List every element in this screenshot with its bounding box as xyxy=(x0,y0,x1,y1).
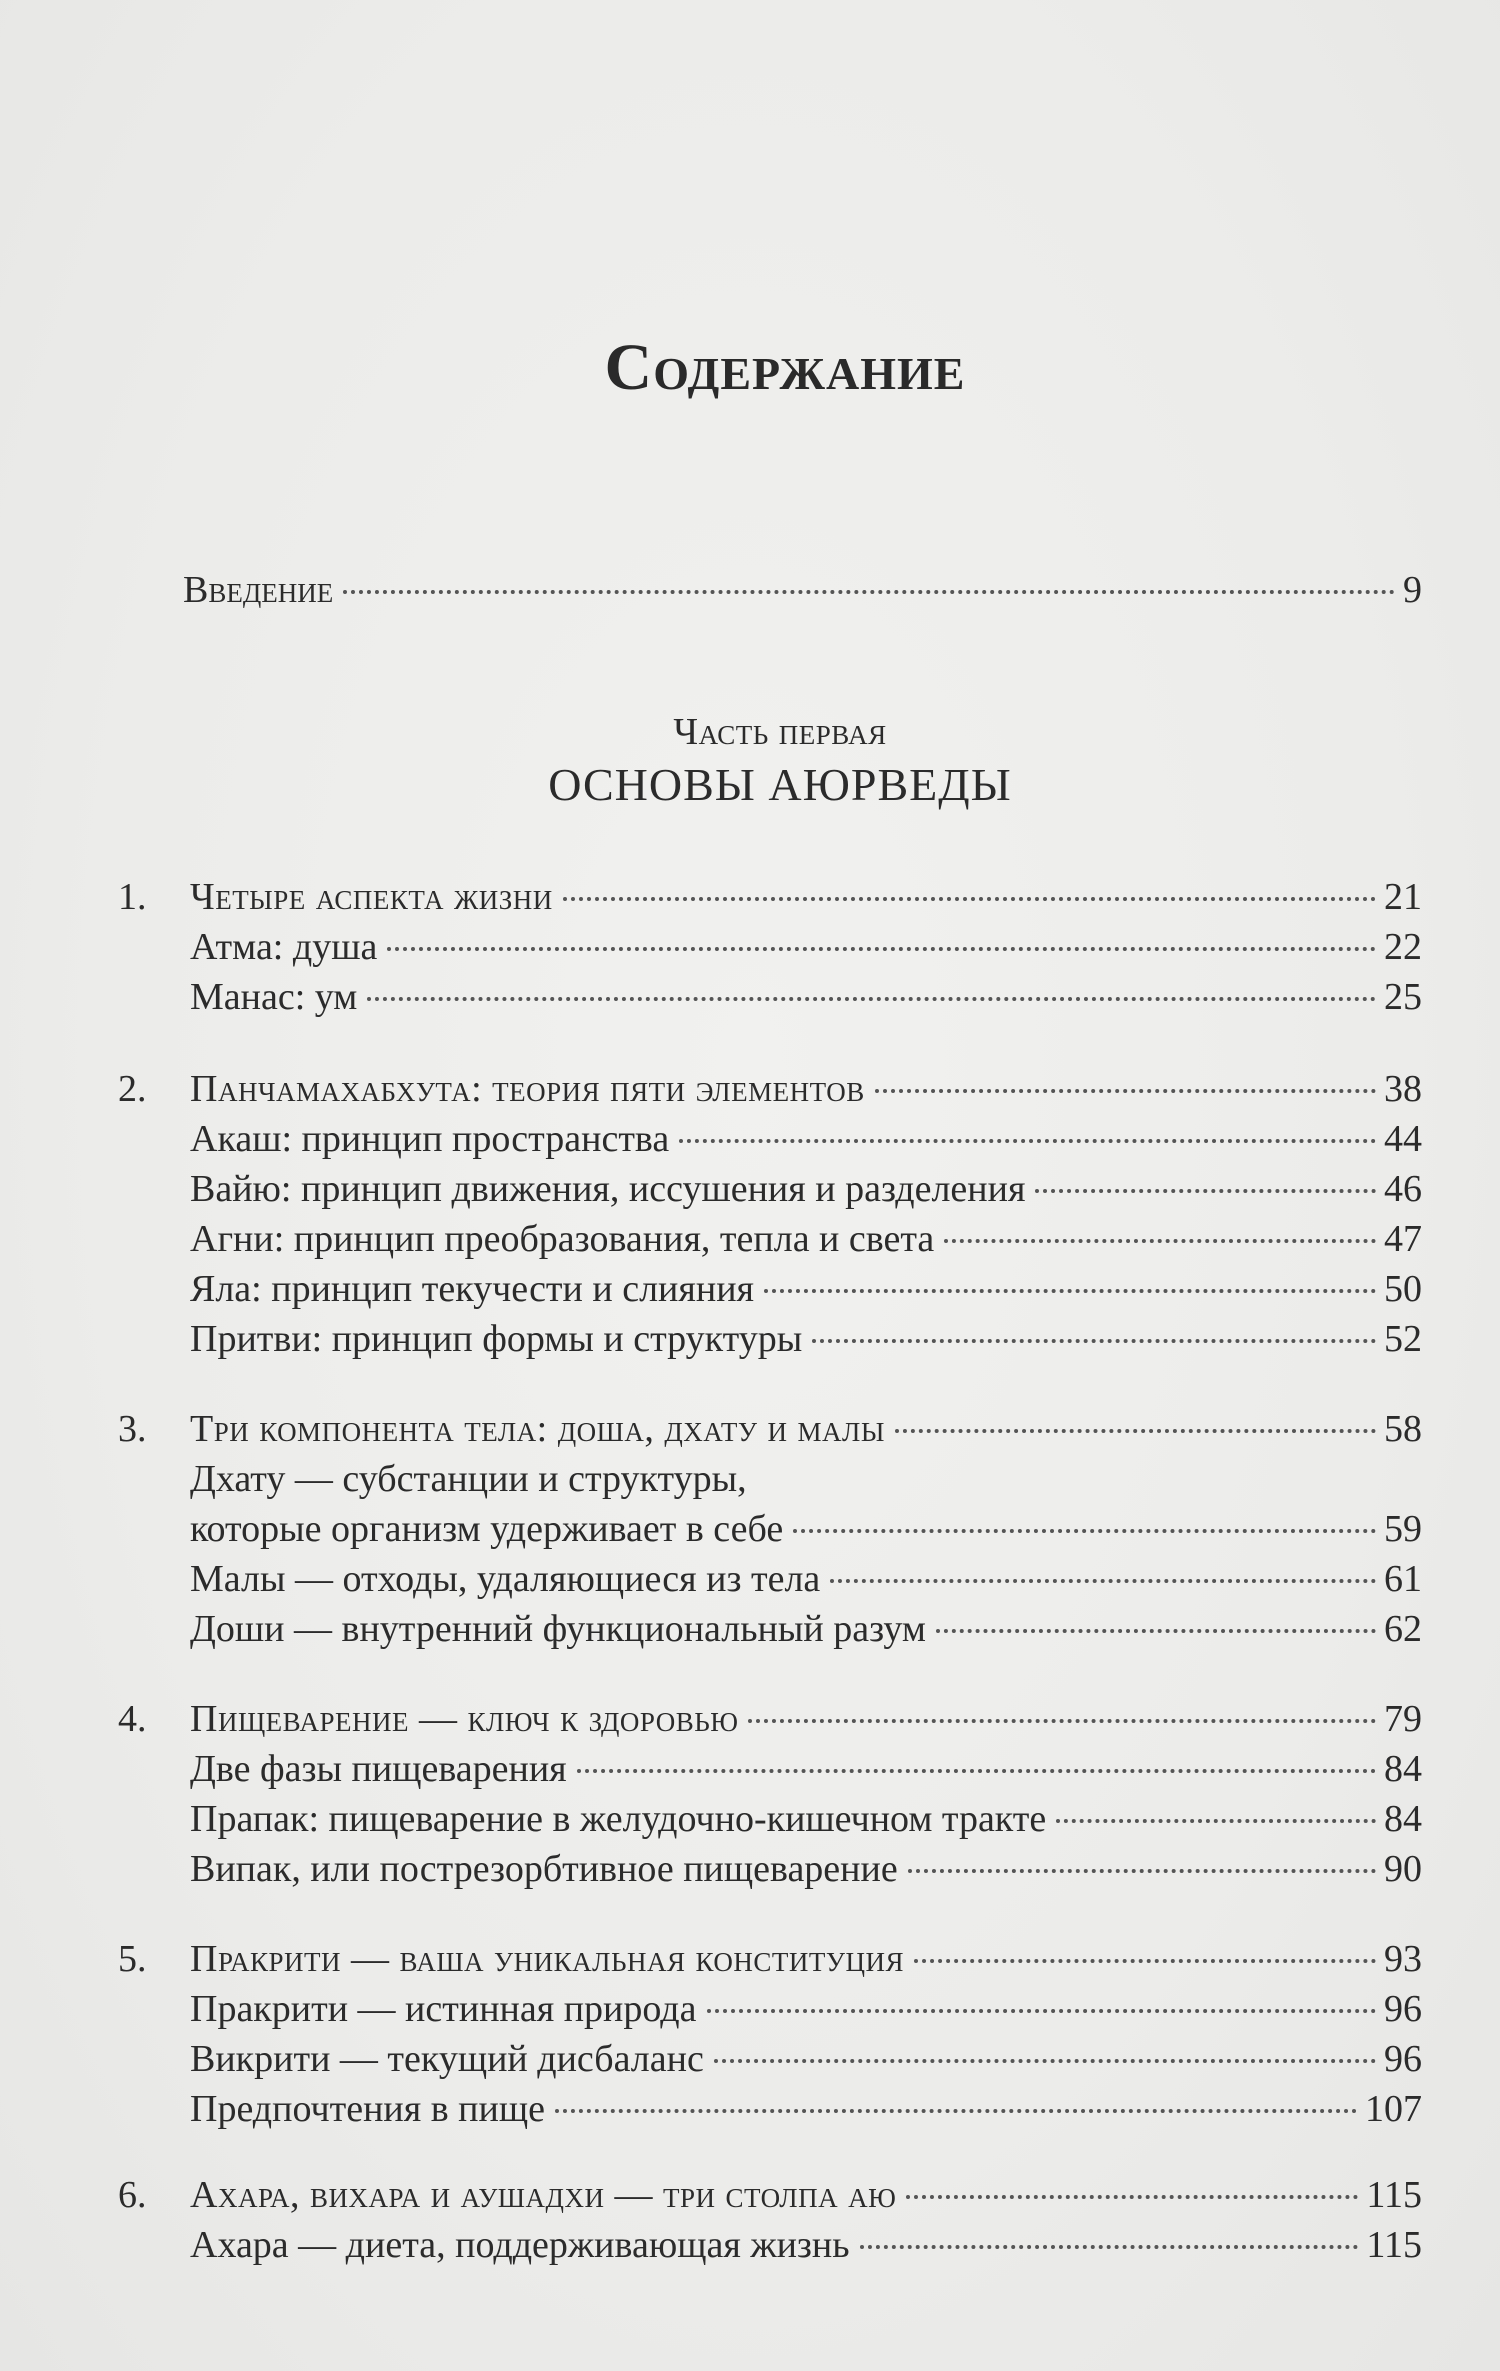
dot-leader xyxy=(830,1579,1376,1583)
toc-page-number: 58 xyxy=(1384,1408,1422,1450)
dot-leader xyxy=(555,2109,1357,2113)
toc-section[interactable] xyxy=(0,1164,1500,1214)
dot-leader xyxy=(748,1719,1376,1723)
dot-leader xyxy=(563,897,1376,901)
toc-page-number: 115 xyxy=(1366,2174,1422,2216)
dot-leader xyxy=(936,1629,1376,1633)
toc-label: Викрити — текущий дисбаланс xyxy=(190,2038,704,2080)
dot-leader xyxy=(577,1769,1376,1773)
toc-chapter-6[interactable] xyxy=(0,2170,1500,2220)
toc-page-number: 47 xyxy=(1384,1218,1422,1260)
toc-label: Ахара — диета, поддерживающая жизнь xyxy=(190,2224,850,2266)
toc-entry-intro[interactable] xyxy=(0,565,1500,615)
toc-section[interactable] xyxy=(0,1604,1500,1654)
toc-label: которые организм удерживает в себе xyxy=(190,1508,784,1550)
toc-page-number: 59 xyxy=(1384,1508,1422,1550)
toc-page-number: 22 xyxy=(1384,926,1422,968)
chapter-number: 3. xyxy=(118,1408,147,1450)
dot-leader xyxy=(387,947,1376,951)
toc-label: Введение xyxy=(183,569,334,611)
toc-chapter-3[interactable] xyxy=(0,1404,1500,1454)
toc-label: Панчамахабхута: теория пяти элементов xyxy=(190,1068,865,1110)
toc-label: Випак, или пострезорбтивное пищеварение xyxy=(190,1848,898,1890)
toc-label: Дхату — субстанции и структуры, xyxy=(190,1458,747,1500)
dot-leader xyxy=(914,1959,1376,1963)
toc-section[interactable] xyxy=(0,1214,1500,1264)
dot-leader xyxy=(764,1289,1376,1293)
toc-section[interactable] xyxy=(0,1744,1500,1794)
dot-leader xyxy=(679,1139,1376,1143)
toc-label: Пищеварение — ключ к здоровью xyxy=(190,1698,739,1740)
toc-section[interactable] xyxy=(0,922,1500,972)
toc-label: Агни: принцип преобразования, тепла и света xyxy=(190,1218,935,1260)
toc-section[interactable] xyxy=(0,1314,1500,1364)
toc-page-number: 84 xyxy=(1384,1798,1422,1840)
chapter-number: 5. xyxy=(118,1938,147,1980)
toc-section[interactable] xyxy=(0,1554,1500,1604)
dot-leader xyxy=(707,2009,1377,2013)
dot-leader xyxy=(875,1089,1376,1093)
dot-leader xyxy=(944,1239,1376,1243)
toc-section[interactable] xyxy=(0,2220,1500,2270)
toc-label: Вайю: принцип движения, иссушения и разделения xyxy=(190,1168,1026,1210)
toc-page-number: 46 xyxy=(1384,1168,1422,1210)
toc-label: Пракрити — истинная природа xyxy=(190,1988,697,2030)
toc-label: Акаш: принцип пространства xyxy=(190,1118,670,1160)
toc-label: Притви: принцип формы и структуры xyxy=(190,1318,803,1360)
toc-page-number: 9 xyxy=(1403,569,1422,611)
toc-label: Пракрити — ваша уникальная конституция xyxy=(190,1938,904,1980)
toc-section[interactable] xyxy=(0,1794,1500,1844)
toc-chapter-1[interactable] xyxy=(0,872,1500,922)
dot-leader xyxy=(793,1529,1376,1533)
toc-chapter-5[interactable] xyxy=(0,1934,1500,1984)
toc-label: Малы — отходы, удаляющиеся из тела xyxy=(190,1558,821,1600)
toc-chapter-2[interactable] xyxy=(0,1064,1500,1114)
toc-page-number: 84 xyxy=(1384,1748,1422,1790)
toc-page-number: 25 xyxy=(1384,976,1422,1018)
part-label: Часть первая xyxy=(673,711,887,753)
part-title: ОСНОВЫ АЮРВЕДЫ xyxy=(548,759,1012,810)
page-title: Содержание xyxy=(604,331,966,404)
toc-section[interactable] xyxy=(0,1984,1500,2034)
toc-page-number: 79 xyxy=(1384,1698,1422,1740)
toc-page-number: 115 xyxy=(1366,2224,1422,2266)
toc-chapter-4[interactable] xyxy=(0,1694,1500,1744)
toc-label: Манас: ум xyxy=(190,976,358,1018)
toc-label: Яла: принцип текучести и слияния xyxy=(190,1268,755,1310)
toc-section[interactable] xyxy=(0,1844,1500,1894)
toc-section[interactable] xyxy=(0,2084,1500,2134)
toc-label: Доши — внутренний функциональный разум xyxy=(190,1608,926,1650)
toc-page-number: 38 xyxy=(1384,1068,1422,1110)
toc-page-number: 93 xyxy=(1384,1938,1422,1980)
dot-leader xyxy=(1035,1189,1376,1193)
toc-page-number: 50 xyxy=(1384,1268,1422,1310)
toc-section[interactable] xyxy=(0,1114,1500,1164)
chapter-number: 4. xyxy=(118,1698,147,1740)
dot-leader xyxy=(908,1869,1376,1873)
chapter-number: 1. xyxy=(118,876,147,918)
toc-section[interactable] xyxy=(0,972,1500,1022)
dot-leader xyxy=(714,2059,1376,2063)
toc-label: Предпочтения в пище xyxy=(190,2088,545,2130)
toc-label: Атма: душа xyxy=(190,926,378,968)
chapter-number: 6. xyxy=(118,2174,147,2216)
toc-page-number: 96 xyxy=(1384,2038,1422,2080)
toc-page-number: 107 xyxy=(1365,2088,1422,2130)
toc-section[interactable] xyxy=(0,1264,1500,1314)
toc-page-number: 21 xyxy=(1384,876,1422,918)
dot-leader xyxy=(812,1339,1376,1343)
toc-section[interactable] xyxy=(0,2034,1500,2084)
toc-label: Прапак: пищеварение в желудочно-кишечном тракте xyxy=(190,1798,1047,1840)
chapter-number: 2. xyxy=(118,1068,147,1110)
toc-page-number: 90 xyxy=(1384,1848,1422,1890)
dot-leader xyxy=(895,1429,1376,1433)
toc-label: Две фазы пищеварения xyxy=(190,1748,567,1790)
dot-leader xyxy=(367,997,1376,1001)
toc-section[interactable] xyxy=(0,1454,1500,1504)
toc-label: Три компонента тела: доша, дхату и малы xyxy=(190,1408,885,1450)
dot-leader xyxy=(343,590,1395,594)
dot-leader xyxy=(1056,1819,1376,1823)
toc-page-number: 61 xyxy=(1384,1558,1422,1600)
toc-label: Четыре аспекта жизни xyxy=(190,876,553,918)
dot-leader xyxy=(906,2195,1358,2199)
toc-page-number: 96 xyxy=(1384,1988,1422,2030)
toc-label: Ахара, вихара и аушадхи — три столпа аю xyxy=(190,2174,897,2216)
toc-page-number: 52 xyxy=(1384,1318,1422,1360)
toc-section[interactable] xyxy=(0,1504,1500,1554)
toc-page-number: 62 xyxy=(1384,1608,1422,1650)
toc-page-number: 44 xyxy=(1384,1118,1422,1160)
dot-leader xyxy=(860,2245,1359,2249)
